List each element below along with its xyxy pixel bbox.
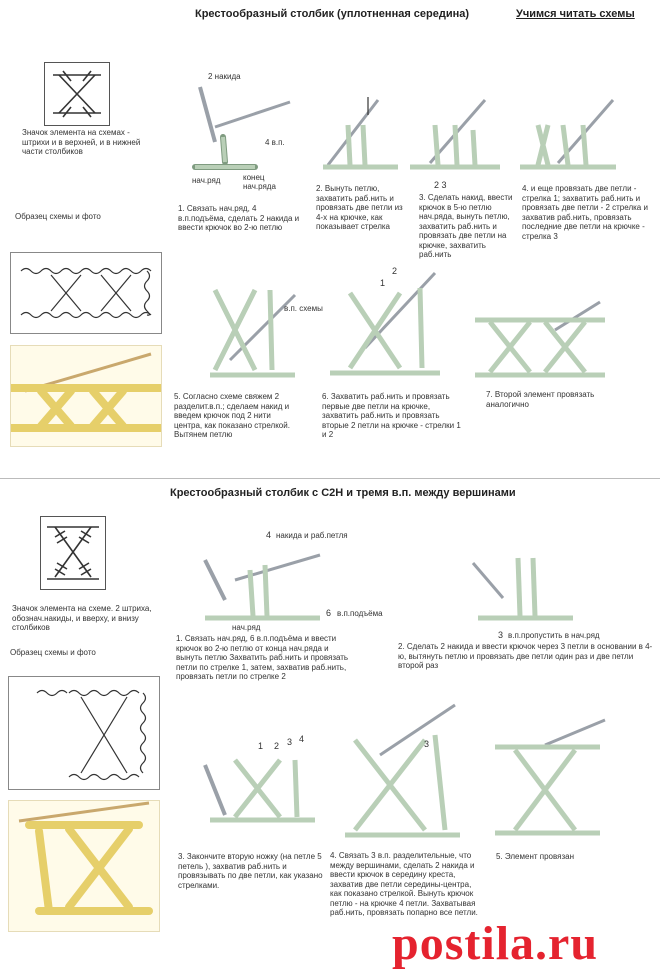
s2-step4-caption: 4. Связать 3 в.п. разделительные, что между вершинами, сделать 2 накида и ввести крючок в середину креста, захватив две петли середины-центра, как показано стрелкой. Вынуть крючок петлю - на крючке 4 петли. Захватывая раб.нить, провязать попарно все петли. bbox=[330, 851, 478, 917]
s1-step2-illustration-icon bbox=[308, 95, 403, 180]
s1-step7-illustration-icon bbox=[470, 300, 610, 385]
s2-step1-top-num: 4 bbox=[266, 530, 272, 540]
watermark-logo: postila.ru bbox=[392, 917, 599, 970]
cross-stitch-symbol-icon bbox=[45, 63, 109, 125]
sample-photo-1 bbox=[10, 345, 162, 447]
section-divider bbox=[0, 478, 660, 479]
s2-step3-arrow-3: 3 bbox=[287, 737, 293, 747]
s2-step3-arrow-4: 4 bbox=[299, 734, 305, 744]
s1-step6-arrow-1: 1 bbox=[380, 278, 386, 288]
symbol-caption-1: Значок элемента на схемах - штрихи и в верхней, и в нижней части столбиков bbox=[22, 128, 141, 156]
sample-caption-2: Образец схемы и фото bbox=[10, 648, 96, 657]
s2-step3-arrow-2: 2 bbox=[274, 741, 280, 751]
s2-step1-side-num: 6 bbox=[326, 608, 332, 618]
s1-step5-illustration-icon bbox=[200, 280, 300, 385]
s2-step1-illustration-icon bbox=[195, 540, 325, 625]
sample-schema-2 bbox=[8, 676, 160, 790]
schema-diagram-icon bbox=[11, 253, 161, 333]
s1-step4-caption: 4. и еще провязать две петли - стрелка 1; захватить раб.нить и провязать две петли - 2 стрелка и захватив раб.нить, провязать последние две петли на крючке - стрелка 3 bbox=[522, 184, 648, 241]
s2-step3-arrow-1: 1 bbox=[258, 741, 264, 751]
s2-step1-caption: 1. Связать нач.ряд, 6 в.п.подъёма и ввести крючок во 2-ю петлю от конца нач.ряда и вынуть петлю Захватить раб.нить и провязать петли по стрелке 1, затем, захватив раб.нить, провязать петли по стрелке 2 bbox=[176, 634, 349, 681]
s2-step1-top-label: накида и раб.петля bbox=[276, 531, 348, 540]
s1-step1-side-label: 4 в.п. bbox=[265, 138, 285, 147]
symbol-box-1 bbox=[44, 62, 110, 126]
knitted-sample-photo-2-icon bbox=[9, 801, 159, 931]
s1-step7-caption: 7. Второй элемент провязать аналогично bbox=[486, 390, 595, 409]
s2-step2-label: в.п.пропустить в нач.ряд bbox=[508, 631, 600, 640]
s1-step3-number-mark: 2 3 bbox=[434, 180, 447, 190]
s1-step1-base-left: нач.ряд bbox=[192, 176, 221, 185]
s1-step4-illustration-icon bbox=[518, 95, 618, 180]
cross-stitch-c2h-symbol-icon bbox=[41, 517, 105, 589]
section1-title: Крестообразный столбик (уплотненная середина) bbox=[195, 8, 470, 20]
knitted-sample-photo-icon bbox=[11, 346, 161, 446]
s2-step2-label-num: 3 bbox=[498, 630, 504, 640]
s2-step3-illustration-icon bbox=[190, 735, 320, 825]
symbol-caption-2: Значок элемента на схеме. 2 штриха, обознач.накиды, и вверху, и внизу столбиков bbox=[12, 604, 152, 632]
s1-step2-caption-text: 2. Вынуть петлю, захватить раб.нить и провязать две петли из 4-х на крючке, как показывает стрелка bbox=[316, 184, 403, 231]
s1-step3-caption: 3. Сделать накид, ввести крючок в 5-ю петлю нач.ряда, вынуть петлю, захватить раб.нить и провязать две петли на крючке, захватить раб.нить bbox=[419, 193, 513, 259]
s2-step4-label: 3 bbox=[424, 739, 430, 749]
s1-step1-illustration-icon bbox=[185, 82, 295, 182]
s2-step5-caption: 5. Элемент провязан bbox=[496, 852, 575, 861]
s1-step1-base-right: конец нач.ряда bbox=[243, 173, 276, 191]
section2-title: Крестообразный столбик с С2Н и тремя в.п. между вершинами bbox=[170, 487, 516, 499]
symbol-box-2 bbox=[40, 516, 106, 590]
sample-caption-1: Образец схемы и фото bbox=[15, 212, 101, 221]
s1-step3-illustration-icon bbox=[405, 95, 505, 180]
s2-step1-base-label: нач.ряд bbox=[232, 623, 261, 632]
s1-step1-caption: 1. Связать нач.ряд, 4 в.п.подъёма, сделать 2 накида и ввести крючок во 2-ю петлю bbox=[178, 204, 300, 232]
s2-step2-caption: 2. Сделать 2 накида и ввести крючок через 3 петли в основании в 4-ю, вытянуть петлю и провязать две петли один раз и две петли второй раз bbox=[398, 642, 653, 670]
s1-step5-label: в.п. схемы bbox=[284, 304, 323, 313]
s1-step5-caption: 5. Согласно схеме свяжем 2 разделит.в.п.; сделаем накид и введем крючок под 2 нити центра, как показано стрелкой. Вытянем петлю bbox=[174, 392, 290, 439]
s1-step1-top-label: 2 накида bbox=[208, 72, 241, 81]
s1-step6-caption: 6. Захватить раб.нить и провязать первые две петли на крючке, захватить раб.нить и провязать вторые 2 петли на крючке - стрелки 1 и 2 bbox=[322, 392, 461, 439]
s2-step4-illustration-icon bbox=[335, 700, 465, 845]
s1-step6-arrow-2: 2 bbox=[392, 266, 398, 276]
s2-step5-illustration-icon bbox=[485, 715, 610, 840]
s2-step2-illustration-icon bbox=[458, 543, 578, 623]
header-link[interactable]: Учимся читать схемы bbox=[516, 8, 635, 20]
s2-step3-caption: 3. Закончите вторую ножку (на петле 5 петель ), захватив раб.нить и провязывать по две петли, как указано стрелками. bbox=[178, 852, 323, 890]
sample-schema-1 bbox=[10, 252, 162, 334]
s2-step1-side-label: в.п.подъёма bbox=[337, 609, 383, 618]
schema-diagram-2-icon bbox=[9, 677, 159, 789]
sample-photo-2 bbox=[8, 800, 160, 932]
